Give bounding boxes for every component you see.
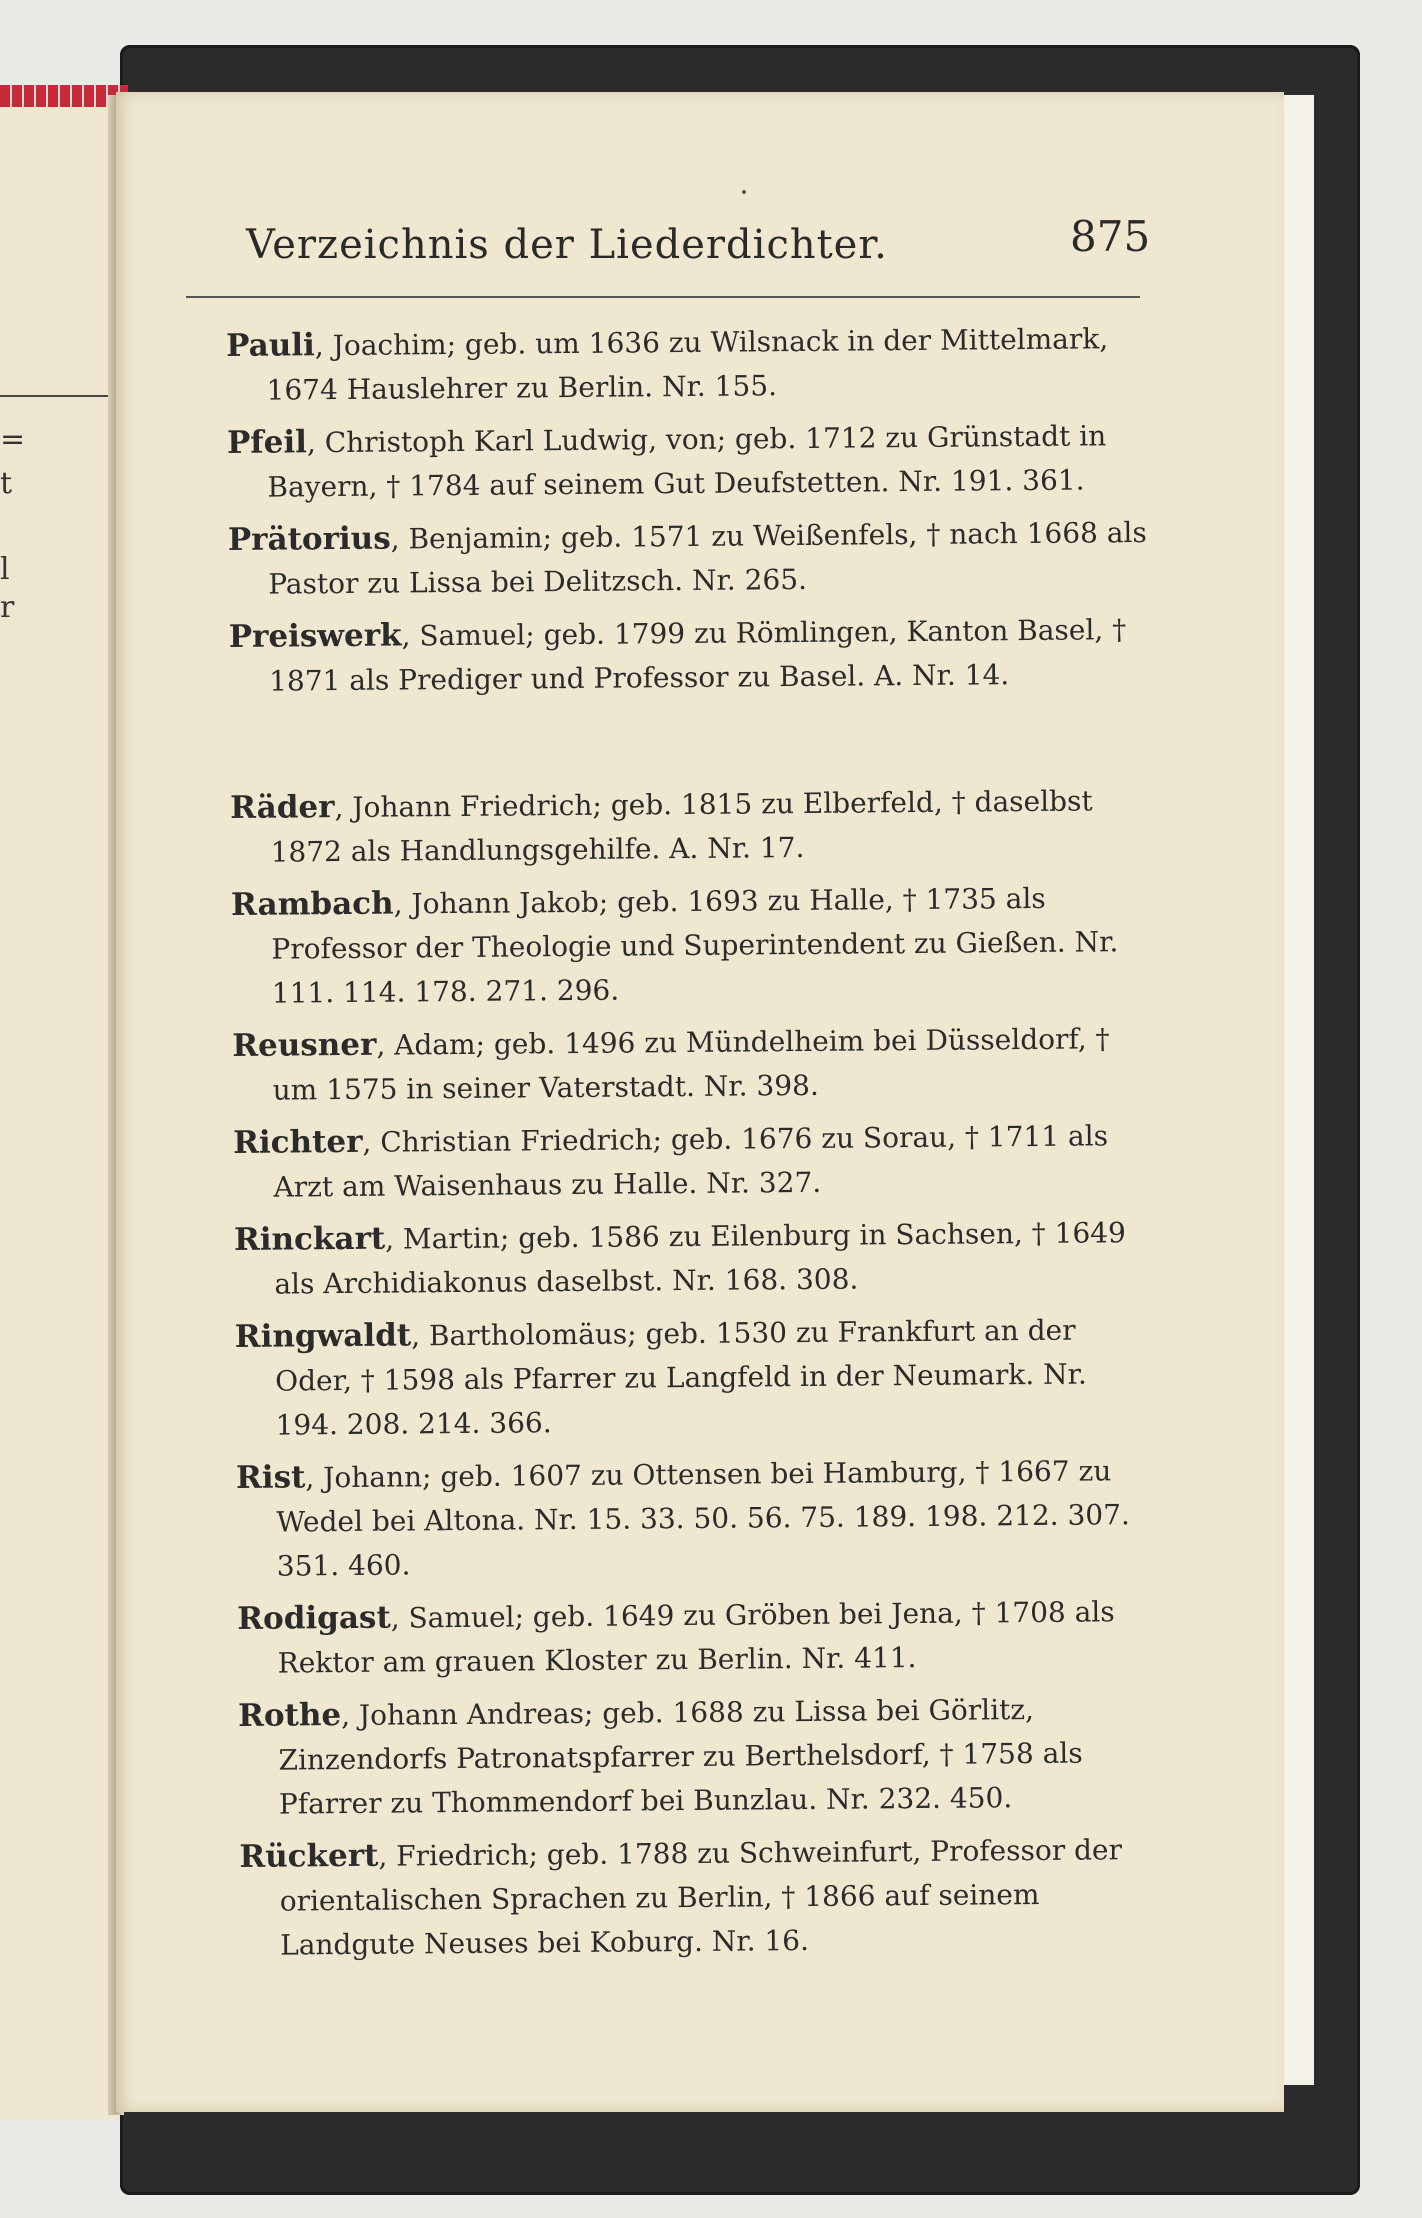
running-header: Verzeichnis der Liederdichter. xyxy=(246,222,888,268)
section-gap xyxy=(229,696,1150,786)
list-item xyxy=(230,778,1151,875)
list-item xyxy=(233,1113,1154,1210)
left-page-rule xyxy=(0,395,118,397)
author-name: Rothe xyxy=(237,1697,342,1734)
page-number: 875 xyxy=(1070,212,1151,261)
author-name: Preiswerk xyxy=(228,617,402,655)
author-details: , Johann Jakob; geb. 1693 zu Halle, † 1735 als Professor der Theologie und Superintendent zu Gießen. Nr. 111. 114. 178. 271. 296. xyxy=(271,881,1119,1010)
author-details: , Bartholomäus; geb. 1530 zu Frankfurt an der Oder, † 1598 als Pfarrer zu Langfeld in der Neumark. Nr. 194. 208. 214. 366. xyxy=(275,1313,1087,1442)
list-item xyxy=(237,1589,1158,1686)
list-item xyxy=(239,1827,1160,1968)
author-name: Ringwaldt xyxy=(234,1317,412,1355)
author-name: Reusner xyxy=(232,1026,377,1064)
left-page xyxy=(0,90,120,2120)
author-details: , Samuel; geb. 1649 zu Gröben bei Jena, † 1708 als Rektor am grauen Kloster zu Berlin. Nr. 411. xyxy=(277,1595,1115,1680)
list-item xyxy=(232,1016,1153,1113)
page-edges xyxy=(1282,95,1314,2085)
author-details: , Samuel; geb. 1799 zu Römlingen, Kanton Basel, † 1871 als Prediger und Professor zu Basel. A. Nr. 14. xyxy=(268,613,1127,698)
author-name: Pauli xyxy=(226,327,316,364)
author-name: Rist xyxy=(235,1459,306,1496)
list-item xyxy=(235,1307,1156,1448)
author-name: Rodigast xyxy=(237,1599,391,1637)
list-item xyxy=(231,875,1152,1016)
left-page-fragment: t xyxy=(0,466,13,501)
author-details: , Adam; geb. 1496 zu Mündelheim bei Düsseldorf, † um 1575 in seiner Vaterstadt. Nr. 398. xyxy=(272,1022,1110,1107)
left-page-fragment: l xyxy=(0,552,10,587)
list-item xyxy=(234,1210,1155,1307)
author-details: , Johann Friedrich; geb. 1815 zu Elberfeld, † daselbst 1872 als Handlungsgehilfe. A. Nr. 17. xyxy=(270,784,1093,869)
list-item xyxy=(236,1448,1157,1589)
list-item xyxy=(228,510,1149,607)
list-item xyxy=(229,607,1150,704)
left-page-fragment: = xyxy=(0,422,26,457)
author-details: , Martin; geb. 1586 zu Eilenburg in Sachsen, † 1649 als Archidiakonus daselbst. Nr. 168. 308. xyxy=(274,1216,1126,1301)
author-details: , Christoph Karl Ludwig, von; geb. 1712 zu Grünstadt in Bayern, † 1784 auf seinem Gut Deufstetten. Nr. 191. 361. xyxy=(267,419,1107,504)
header-rule xyxy=(186,296,1140,298)
author-details: , Christian Friedrich; geb. 1676 zu Sorau, † 1711 als Arzt am Waisenhaus zu Halle. Nr. 327. xyxy=(273,1119,1109,1204)
author-details: , Johann Andreas; geb. 1688 zu Lissa bei Görlitz, Zinzendorfs Patronatspfarrer zu Berthelsdorf, † 1758 als Pfarrer zu Thommendorf bei Bunzlau. Nr. 232. 450. xyxy=(278,1693,1083,1821)
list-item xyxy=(227,413,1148,510)
entry-list xyxy=(226,316,1160,1968)
author-details: , Joachim; geb. um 1636 zu Wilsnack in der Mittelmark, 1674 Hauslehrer zu Berlin. Nr. 155. xyxy=(266,322,1109,407)
author-name: Rückert xyxy=(239,1837,379,1875)
page-speck xyxy=(742,190,746,194)
author-name: Rambach xyxy=(230,885,394,923)
author-name: Richter xyxy=(232,1123,363,1161)
author-name: Pfeil xyxy=(226,424,308,461)
list-item xyxy=(226,316,1147,413)
author-details: , Johann; geb. 1607 zu Ottensen bei Hamburg, † 1667 zu Wedel bei Altona. Nr. 15. 33. 50. 56. 75. 189. 198. 212. 307. 351. 460. xyxy=(276,1454,1130,1583)
author-details: , Friedrich; geb. 1788 zu Schweinfurt, Professor der orientalischen Sprachen zu Berlin, † 1866 auf seinem Landgute Neuses bei Koburg. Nr. 16. xyxy=(279,1833,1123,1962)
author-details: , Benjamin; geb. 1571 zu Weißenfels, † nach 1668 als Pastor zu Lissa bei Delitzsch. Nr. 265. xyxy=(268,515,1147,601)
left-page-fragment: r xyxy=(0,590,15,625)
author-name: Rinckart xyxy=(233,1220,386,1258)
author-name: Prätorius xyxy=(227,520,391,558)
list-item xyxy=(238,1686,1159,1827)
author-name: Räder xyxy=(230,789,335,826)
